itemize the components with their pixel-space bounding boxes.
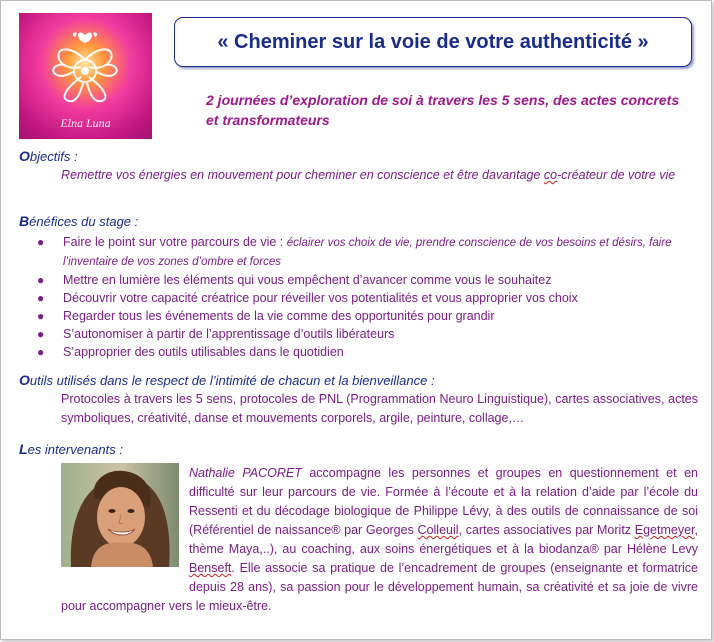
list-item: [33, 344, 698, 362]
outils-heading-cap: O: [19, 372, 30, 388]
portrait-image: [61, 463, 179, 567]
bullet-icon: ●: [37, 290, 45, 305]
objectifs-text-part: Remettre vos énergies en mouvement pour cheminer en conscience et être davantage: [61, 168, 544, 182]
objectifs-heading: [19, 148, 78, 164]
objectifs-text: [61, 166, 698, 184]
bio-text: , thème Maya,..), au coaching, aux soins énergétiques et à la biodanza® par Hélène Levy: [189, 523, 699, 556]
page-title: « Cheminer sur la voie de votre authenticité »: [217, 30, 649, 53]
bio-text: accompagne les personnes et groupes en questionnement et en difficulté sur leur parcours de vie. Formée à l’écoute et à la relation d’aide par l’école du Ressenti et du décodage biologique de Philippe Lévy, à des outils de connaissance de soi (Référentiel de naissance® par Georges: [189, 466, 698, 537]
elna-luna-logo: [19, 13, 152, 139]
list-item-text: S’autonomiser à partir de l’apprentissage d’outils libérateurs: [63, 326, 395, 341]
benefices-heading-cap: B: [19, 213, 30, 229]
list-item-text: Regarder tous les événements de la vie comme des opportunités pour grandir: [63, 308, 495, 323]
intervenant-name: Nathalie PACORET: [189, 466, 302, 480]
objectifs-text-flag: co: [543, 168, 558, 182]
bullet-icon: ●: [37, 308, 45, 323]
list-item-text: Découvrir votre capacité créatrice pour réveiller vos potentialités et vous approprier vos choix: [63, 290, 578, 305]
logo-brand-name: Elna Luna: [60, 116, 111, 130]
intervenants-heading: [19, 441, 123, 457]
list-item-text: S’approprier des outils utilisables dans le quotidien: [63, 344, 344, 359]
intervenants-heading-cap: L: [19, 441, 28, 457]
list-item-text: Mettre en lumière les éléments qui vous empêchent d’avancer comme vous le souhaitez: [63, 272, 552, 287]
list-item: [33, 326, 698, 344]
list-item: [33, 234, 698, 271]
objectifs-heading-rest: bjectifs :: [29, 149, 78, 164]
benefices-heading: [19, 213, 138, 229]
bullet-icon: ●: [37, 326, 45, 341]
list-item: [33, 272, 698, 290]
bullet-icon: ●: [37, 235, 45, 249]
objectifs-text-part: -créateur de votre vie: [557, 168, 676, 182]
bullet-icon: ●: [37, 272, 45, 287]
bio-text: , cartes associatives par Moritz: [458, 523, 635, 537]
outils-heading-rest: utils utilisés dans le respect de l’intimité de chacun et la bienveillance :: [29, 373, 435, 388]
subtitle: 2 journées d’exploration de soi à travers les 5 sens, des actes concrets et transformateurs: [206, 92, 680, 128]
list-item: [33, 308, 698, 326]
benefices-heading-rest: énéfices du stage :: [29, 214, 139, 229]
bio-text: . Elle associe sa pratique de l’encadrement de groupes (enseignante et formatrice depuis 28 ans), sa passion pour le développement humain, sa créativité et sa joie de vivre pour accompagner vers le mieux-être.: [61, 561, 698, 613]
benefits-list: [33, 234, 698, 362]
title-box: [174, 17, 692, 67]
intervenant-photo: [61, 463, 179, 567]
intervenants-heading-rest: es intervenants :: [27, 442, 123, 457]
bio-text-flag: Colleuil: [417, 523, 459, 537]
outils-heading: [19, 372, 435, 388]
bullet-icon: ●: [37, 344, 45, 359]
bio-text-flag: Egetmeyer: [634, 523, 695, 537]
bio-text-flag: Benseft: [189, 561, 232, 575]
list-item: [33, 290, 698, 308]
list-item-text: Faire le point sur votre parcours de vie :: [63, 235, 287, 249]
objectifs-heading-cap: O: [19, 148, 30, 164]
outils-text: Protocoles à travers les 5 sens, protocoles de PNL (Programmation Neuro Linguistique), cartes associatives, actes symboliques, créativité, danse et mouvements corporels, argile, peinture, collage,…: [61, 392, 698, 425]
list-item-detail: éclairer vos choix de vie, prendre conscience de vos besoins et désirs, faire l’inventaire de vos zones d’ombre et forces: [63, 237, 672, 268]
